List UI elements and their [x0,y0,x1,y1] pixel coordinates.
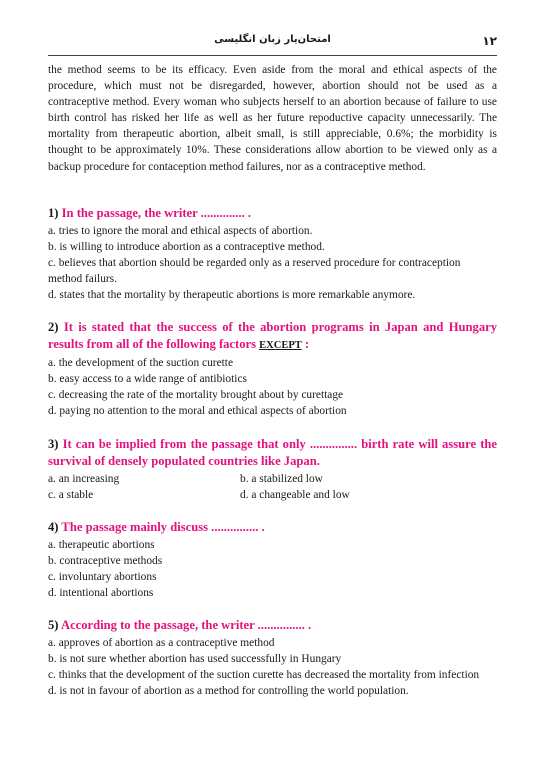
question-text: According to the passage, the writer ............... . [60,618,312,633]
option-c: c. decreasing the rate of the mortality brought about by curettage [48,389,344,402]
question-4 [48,519,497,601]
question-text: The passage mainly discuss ............... . [61,519,265,534]
page-number: ۱۲ [482,34,497,48]
question-5-stem [48,617,497,634]
option-a: a. tries to ignore the moral and ethical aspects of abortion. [48,224,313,237]
question-1 [48,205,497,303]
question-3 [48,436,497,503]
page-content [48,62,497,699]
option-d: d. paying no attention to the moral and ethical aspects of abortion [48,405,347,418]
option-d: d. is not in favour of abortion as a method for controlling the world population. [48,685,409,698]
option-a: a. approves of abortion as a contraceptive method [48,637,275,650]
page-header [48,34,497,54]
header-divider [48,55,497,56]
question-1-stem [48,205,497,222]
option-d: d. a changeable and low [240,488,350,501]
option-a: a. therapeutic abortions [48,538,155,551]
option-b: b. contraceptive methods [48,554,163,567]
option-b: b. a stabilized low [240,472,323,485]
option-c: c. believes that abortion should be regarded only as a reserved procedure for contraception method failurs. [48,256,461,285]
option-a: a. an increasing [48,472,120,485]
question-end: : [301,337,310,352]
book-title: امتحان‌یار زبان انگلیسی [214,34,331,45]
option-c: c. thinks that the development of the suction curette has decreased the mortality from infection [48,669,480,682]
option-d: d. intentional abortions [48,586,154,599]
option-b: b. easy access to a wide range of antibiotics [48,373,247,386]
question-number: 5) [48,618,59,633]
question-number: 2) [48,320,59,335]
question-4-stem [48,519,497,536]
question-text: In the passage, the writer .............. . [61,205,252,220]
question-text: It can be implied from the passage that only ............... birth rate will assure the survival of densely populated countries like Japan. [48,436,497,468]
question-2-stem [48,319,497,354]
option-c: c. involuntary abortions [48,570,157,583]
question-5 [48,617,497,699]
question-number: 3) [48,436,59,451]
question-text: It is stated that the success of the abortion programs in Japan and Hungary results from all of the following factors [48,320,498,352]
question-number: 4) [48,519,59,534]
question-2 [48,319,497,419]
reading-passage: the method seems to be its efficacy. Even aside from the moral and ethical aspects of the procedure, which must not be disregarded, however, abortion should not be used as a contraceptive method. Every woman who subjects herself to an abortion because of failure to use birth control has risked her life as well as her future repoductive capacity unnecessarily. The mortality from therapeutic abortion, albeit small, is still appreciable, 0.6%; the morbidity is thought to be approximately 10%. These considerations allow abortion to be viewed only as a backup procedure for contaception method failures, nor as a contraceptive method. [48,64,497,173]
option-d: d. states that the mortality by therapeutic abortions is more remarkable anymore. [48,289,416,302]
option-b: b. is willing to introduce abortion as a contraceptive method. [48,240,325,253]
question-3-stem [48,436,497,470]
options-grid [48,471,497,503]
option-a: a. the development of the suction curette [48,357,234,370]
except-keyword: EXCEPT [259,340,302,352]
question-number: 1) [48,205,59,220]
option-c: c. a stable [48,488,94,501]
option-b: b. is not sure whether abortion has used successfully in Hungary [48,653,342,666]
